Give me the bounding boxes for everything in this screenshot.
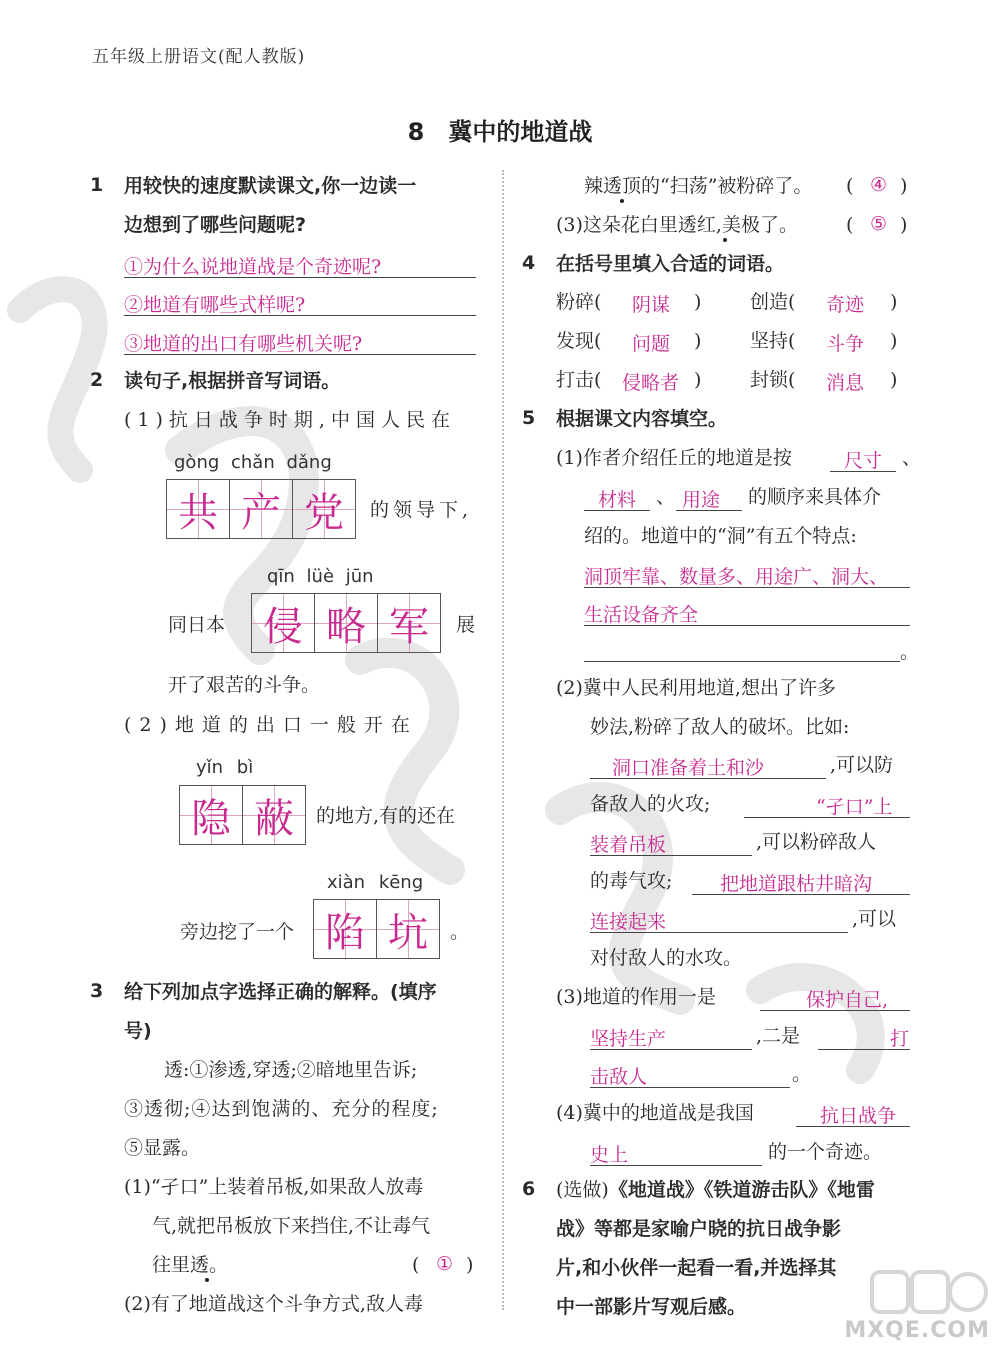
q5-p2-text-4: 的毒气攻;	[590, 870, 673, 892]
q5-p1-answer-1: 尺寸	[844, 450, 883, 472]
q2-word-grid-3	[179, 785, 306, 845]
q4-item-answer: 消息	[826, 372, 865, 394]
site-logo-icon	[868, 1262, 988, 1322]
q4-item-word: 坚持(	[750, 330, 796, 352]
q5-p4-answer-1: 抗日战争	[820, 1105, 897, 1127]
q2-pinyin-2: qīn lüè jūn	[267, 566, 374, 587]
q5-p2-text-1: ,可以防	[830, 754, 894, 776]
q5-p2-text-2: 备敌人的火攻;	[590, 793, 711, 815]
q5-p3-answer-1: 保护自己,	[806, 989, 889, 1011]
q1-answer-line-1	[124, 277, 476, 278]
q5-answer-line	[830, 471, 896, 472]
q4-item-answer: 问题	[632, 333, 671, 355]
q5-p2-text-3: ,可以粉碎敌人	[756, 831, 877, 853]
q5-answer-line	[818, 1049, 910, 1050]
q5-answer-line	[590, 778, 826, 779]
emphasis-dot	[205, 1278, 209, 1282]
q3-prompt-1: 给下列加点字选择正确的解释。(填序	[124, 981, 437, 1003]
q5-answer-line	[584, 510, 650, 511]
q1-answer-3: ③地道的出口有哪些机关呢?	[124, 333, 363, 355]
q5-p1-sep2: 、	[656, 486, 676, 508]
column-divider	[502, 170, 504, 1310]
q1-line2: 边想到了哪些问题呢?	[124, 214, 307, 236]
lesson-name: 冀中的地道战	[448, 118, 593, 146]
site-watermark: MXQE.COM	[844, 1318, 990, 1343]
q2-grid-cell: 党	[293, 480, 355, 538]
q3-s3-paren-close: )	[900, 214, 908, 236]
q4-item-close: )	[694, 330, 702, 352]
q4-item-answer: 斗争	[826, 333, 865, 355]
q5-answer-line	[744, 817, 910, 818]
q5-p3-answer-3: 打	[890, 1028, 910, 1050]
q4-item-word: 创造(	[750, 291, 796, 313]
q5-p2-answer-2: “孑口”上	[816, 796, 893, 818]
q4-item-close: )	[694, 291, 702, 313]
q4-item-answer: 奇迹	[826, 294, 865, 316]
q5-p1-line2: 的顺序来具体介	[748, 486, 882, 508]
q4-number: 4	[522, 252, 536, 274]
q3-def-1: 透:①渗透,穿透;②暗地里告诉;	[164, 1059, 418, 1081]
q2-s1-before-w2: 同日本	[168, 614, 226, 636]
q2-grid-cell: 军	[378, 594, 440, 652]
q1-line1: 用较快的速度默读课文,你一边读一	[124, 175, 417, 197]
q6-number: 6	[522, 1178, 536, 1200]
q4-item-close: )	[694, 369, 702, 391]
q5-answer-line	[676, 510, 742, 511]
q2-s2-start: (2)地道的出口一般开在	[124, 714, 418, 736]
q5-p4-text-1: 的一个奇迹。	[768, 1141, 883, 1163]
q5-p1-answer-4: 洞顶牢靠、数量多、用途广、洞大、	[584, 566, 889, 588]
q4-item-close: )	[890, 291, 898, 313]
q1-number: 1	[90, 174, 104, 196]
q3-s2-paren-open: (	[846, 175, 854, 197]
q3-s1-line3: 往里透。	[152, 1254, 229, 1276]
q5-answer-line	[590, 1049, 752, 1050]
q3-s2-line2: 辣透顶的“扫荡”被粉碎了。	[584, 175, 813, 197]
q4-item-close: )	[890, 330, 898, 352]
q2-word-grid-1	[166, 479, 356, 539]
q1-answer-1: ①为什么说地道战是个奇迹呢?	[124, 256, 382, 278]
q5-p2-text-5: ,可以	[852, 908, 897, 930]
q2-s1-after-w1: 的领导下,	[370, 499, 473, 521]
q3-s2-paren-close: )	[900, 175, 908, 197]
q5-p2-line1: (2)冀中人民利用地道,想出了许多	[556, 677, 836, 699]
q5-p2-answer-3: 装着吊板	[590, 834, 667, 856]
q2-grid-cell: 共	[167, 480, 230, 538]
q2-grid-cell: 略	[315, 594, 378, 652]
q3-s2-line1: (2)有了地道战这个斗争方式,敌人毒	[124, 1293, 423, 1315]
q3-s3-line1: (3)这朵花白里透红,美极了。	[556, 214, 798, 236]
q5-p4-answer-2: 史上	[590, 1144, 629, 1166]
q3-def-2: ③透彻;④达到饱满的、充分的程度;	[124, 1098, 439, 1120]
q5-answer-line	[760, 1010, 910, 1011]
q2-grid-cell: 蔽	[243, 786, 305, 844]
q5-prompt: 根据课文内容填空。	[556, 408, 728, 430]
q2-number: 2	[90, 369, 104, 391]
q5-answer-line	[590, 855, 752, 856]
q5-p2-line2: 妙法,粉碎了敌人的破坏。比如:	[590, 716, 850, 738]
q1-answer-2: ②地道有哪些式样呢?	[124, 294, 306, 316]
q5-p4-line1: (4)冀中的地道战是我国	[556, 1102, 754, 1124]
q5-p3-line1: (3)地道的作用一是	[556, 986, 716, 1008]
q2-s1-start: (1)抗日战争时期,中国人民在	[124, 409, 456, 431]
q5-answer-line	[584, 587, 910, 588]
book-header: 五年级上册语文(配人教版)	[92, 47, 306, 67]
q3-prompt-2: 号)	[124, 1020, 152, 1042]
q2-s1-end: 开了艰苦的斗争。	[168, 674, 321, 696]
q3-s1-line1: (1)“孑口”上装着吊板,如果敌人放毒	[124, 1176, 424, 1198]
q4-item-word: 发现(	[556, 330, 602, 352]
q5-answer-line	[796, 1126, 910, 1127]
q4-prompt: 在括号里填入合适的词语。	[556, 253, 785, 275]
q3-s1-line2: 气,就把吊板放下来挡住,不让毒气	[152, 1215, 431, 1237]
q3-s2-answer: ④	[870, 174, 888, 196]
q4-item-answer: 侵略者	[622, 372, 680, 394]
lesson-number: 8	[407, 118, 425, 146]
q4-item-word: 封锁(	[750, 369, 796, 391]
q5-answer-line	[590, 1165, 762, 1166]
q5-answer-line	[584, 625, 910, 626]
q4-item-word: 粉碎(	[556, 291, 602, 313]
q1-answer-line-2	[124, 315, 476, 316]
q5-p3-text-1: ,二是	[756, 1025, 801, 1047]
q5-number: 5	[522, 407, 536, 429]
q5-p2-answer-4: 把地道跟枯井暗沟	[720, 873, 873, 895]
q5-answer-line	[692, 894, 910, 895]
q2-grid-cell: 侵	[252, 594, 315, 652]
q6-line2: 战》等都是家喻户晓的抗日战争影	[556, 1218, 842, 1240]
q3-def-3: ⑤显露。	[124, 1137, 201, 1159]
emphasis-dot	[620, 199, 624, 203]
q3-s3-paren-open: (	[846, 214, 854, 236]
q5-p3-answer-2: 坚持生产	[590, 1028, 667, 1050]
q5-p1-line1: (1)作者介绍任丘的地道是按	[556, 447, 792, 469]
q2-grid-cell: 产	[230, 480, 293, 538]
q2-word-grid-4	[313, 899, 440, 959]
q5-answer-line	[584, 661, 900, 662]
q6-line3: 片,和小伙伴一起看一看,并选择其	[556, 1257, 837, 1279]
q6-line4: 中一部影片写观后感。	[556, 1296, 747, 1318]
q5-p3-answer-4: 击敌人	[590, 1066, 648, 1088]
q5-p3-end: 。	[792, 1063, 812, 1085]
q6-tag: (选做)《地道战》《铁道游击队》《地雷	[556, 1179, 875, 1201]
q3-s1-paren-open: (	[412, 1254, 420, 1276]
q4-item-word: 打击(	[556, 369, 602, 391]
q1-answer-line-3	[124, 354, 476, 355]
q2-pinyin-3: yǐn bì	[196, 757, 254, 778]
q2-prompt: 读句子,根据拼音写词语。	[124, 370, 341, 392]
q5-p1-line3: 绍的。地道中的“洞”有五个特点:	[584, 525, 857, 547]
q2-grid-cell: 陷	[314, 900, 377, 958]
q3-s1-answer: ①	[436, 1253, 454, 1275]
q2-grid-cell: 坑	[377, 900, 439, 958]
q2-pinyin-1: gòng chǎn dǎng	[174, 452, 332, 473]
q2-grid-cell: 隐	[180, 786, 243, 844]
q2-s2-after-w3: 的地方,有的还在	[316, 805, 456, 827]
lesson-title	[0, 112, 1000, 147]
q5-answer-line	[590, 1087, 790, 1088]
emphasis-dot	[723, 238, 727, 242]
q5-p2-answer-1: 洞口准备着土和沙	[612, 757, 765, 779]
q5-p1-end: 。	[900, 641, 920, 663]
q4-item-answer: 阴谋	[632, 294, 671, 316]
q2-word-grid-2	[251, 593, 441, 653]
q3-number: 3	[90, 980, 104, 1002]
q5-p1-sep1: 、	[902, 447, 922, 469]
q5-p1-answer-5: 生活设备齐全	[584, 604, 699, 626]
q2-pinyin-4: xiàn kēng	[327, 872, 424, 893]
q2-s1-after-w2: 展	[456, 614, 476, 636]
q2-s2-before-w4: 旁边挖了一个	[180, 921, 295, 943]
q4-item-close: )	[890, 369, 898, 391]
q5-p1-answer-3: 用途	[682, 489, 721, 511]
q2-s2-end: 。	[450, 921, 470, 943]
q3-s3-answer: ⑤	[870, 213, 888, 235]
q5-p2-answer-5: 连接起来	[590, 911, 667, 933]
q5-p2-text-6: 对付敌人的水攻。	[590, 947, 743, 969]
q5-answer-line	[590, 932, 848, 933]
q3-s1-paren-close: )	[466, 1254, 474, 1276]
q5-p1-answer-2: 材料	[598, 489, 637, 511]
